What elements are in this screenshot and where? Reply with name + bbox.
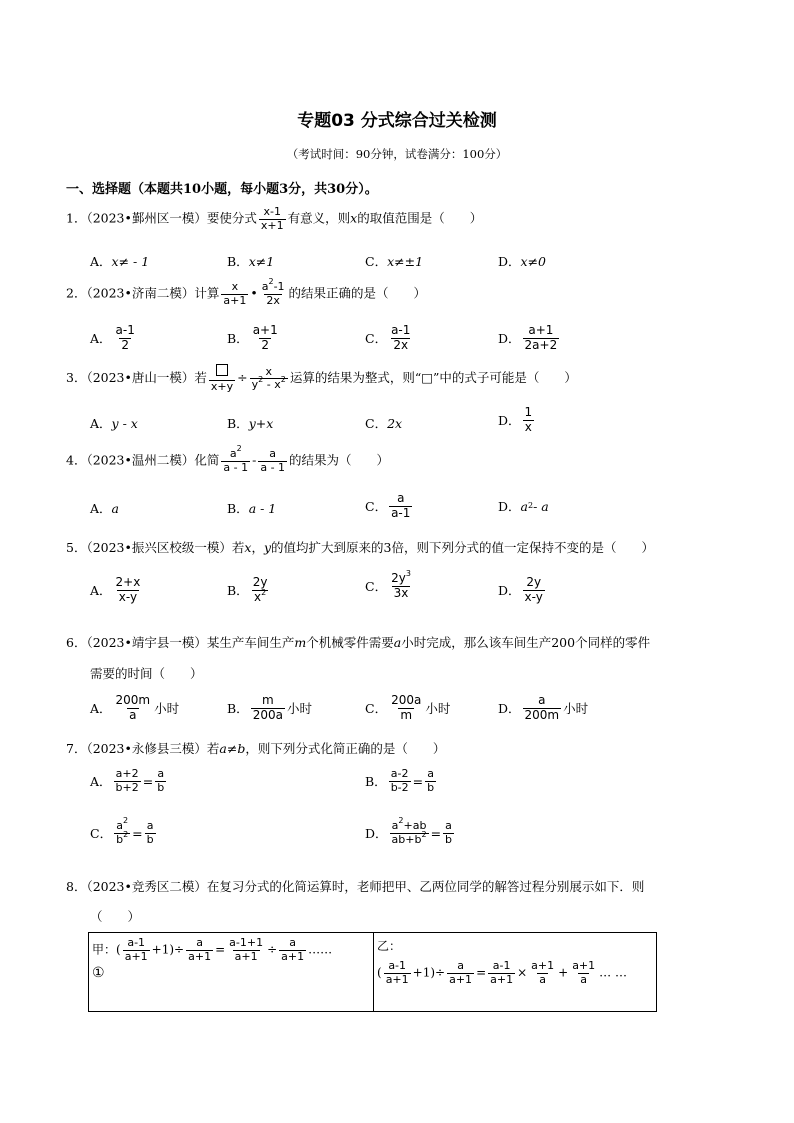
question-8: 8．（2023•竞秀区二模）在复习分式的化简运算时，老师把甲、乙两位同学的解答过程分别展示如下．则 [66,879,645,894]
fraction: $\frac{a^2}{a - 1}$ [223,444,249,474]
question-8-line2: （ ） [90,909,141,924]
option-d[interactable]: D． $\frac{a^2+ab}{ab+b^2}$ = $\frac{a}{b}$ [365,816,453,846]
option-a[interactable]: A． $\frac{200m}{a}$ 小时 [90,693,180,722]
option-b[interactable]: B． $\frac{a+1}{2}$ [227,323,278,352]
question-1: 1．（2023•鄞州区一模）要使分式 $\frac{x-1}{x+1}$ 有意义，则x的取值范围是（ ） [66,205,483,232]
option-d[interactable]: D． a 2 - a [498,498,549,514]
option-b[interactable]: B． $\frac{a-2}{b-2}$ = $\frac{a}{b}$ [365,767,435,794]
solution-table [88,932,657,1012]
option-a[interactable]: A． x≠ - 1 [90,253,150,269]
option-d[interactable]: D． $\frac{a}{200m}$ 小时 [498,693,589,722]
fraction: x+y [209,364,235,393]
option-b[interactable]: B． a - 1 [227,500,277,516]
option-a[interactable]: A． y - x [90,415,138,431]
fraction: $\frac{a}{a - 1}$ [260,447,286,474]
option-d[interactable]: D． $\frac{2y}{x-y}$ [498,575,543,604]
option-a[interactable]: A． a [90,500,119,516]
option-c[interactable]: C． 2x [365,415,403,431]
blank-box-icon [216,364,228,376]
option-c[interactable]: C． x≠±1 [365,253,424,269]
option-b[interactable]: B． $\frac{m}{200a}$ 小时 [227,693,312,722]
fraction: $\frac{x}{a+1}$ [223,280,247,307]
option-a[interactable]: A． $\frac{a-1}{2}$ [90,323,135,352]
option-b[interactable]: B． y+x [227,415,274,431]
question-3: 3．（2023•唐山一模）若 x+y ÷ $\frac{x}{y^2 - x^2}$ 运算的结果为整式，则“□”中的式子可能是（ ） [66,364,577,393]
fraction: $\frac{a^2-1}{2x}$ [261,277,285,307]
exam-info: （考试时间：90分钟，试卷满分：100分） [286,147,508,161]
fraction: $\frac{x-1}{x+1}$ [260,205,284,232]
page-title: 专题03 分式综合过关检测 [297,111,497,131]
fraction: $\frac{x}{y^2 - x^2}$ [251,364,286,392]
question-7: 7．（2023•永修县三模）若a≠b，则下列分式化简正确的是（ ） [66,741,446,756]
option-a[interactable]: A． $\frac{2+x}{x-y}$ [90,575,141,604]
option-c[interactable]: C． $\frac{a-1}{2x}$ [365,323,411,352]
option-b[interactable]: B． $\frac{2y}{x^2}$ [227,575,268,604]
solution-jia: 甲：( $\frac{a-1}{a+1}$ +1)÷ $\frac{a}{a+1}$ = $\frac{a-1+1}{a+1}$ ÷ $\frac{a}{a+1}$ …… ① [89,933,374,1012]
step-marker: ① [92,965,105,982]
option-d[interactable]: D． x≠0 [498,253,547,269]
option-a[interactable]: A． $\frac{a+2}{b+2}$ = $\frac{a}{b}$ [90,767,165,794]
option-c[interactable]: C． $\frac{2y^3}{3x}$ [365,569,411,600]
option-c[interactable]: C． $\frac{a}{a-1}$ [365,491,411,520]
option-b[interactable]: B． x≠1 [227,253,275,269]
question-6: 6．（2023•靖宇县一模）某生产车间生产m个机械零件需要a小时完成，那么该车间生产200个同样的零件 [66,635,651,650]
question-6-line2: 需要的时间（ ） [90,666,203,681]
option-d[interactable]: D． $\frac{a+1}{2a+2}$ [498,323,558,352]
option-c[interactable]: C． $\frac{200a}{m}$ 小时 [365,693,451,722]
question-4: 4．（2023•温州二模）化简 $\frac{a^2}{a - 1}$ - $\frac{a}{a - 1}$ 的结果为（ ） [66,444,390,474]
section-heading: 一、选择题（本题共10小题，每小题3分，共30分）。 [66,182,378,197]
option-c[interactable]: C． $\frac{a^2}{b^2}$ = $\frac{a}{b}$ [90,816,154,846]
question-5: 5．（2023•振兴区校级一模）若x，y的值均扩大到原来的3倍，则下列分式的值一定保持不变的是（ ） [66,540,654,555]
question-2: 2．（2023•济南二模）计算 $\frac{x}{a+1}$ • $\frac{a^2-1}{2x}$ 的结果正确的是（ ） [66,277,427,307]
solution-yi: 乙： ( $\frac{a-1}{a+1}$ +1)÷ $\frac{a}{a+1}$ = $\frac{a-1}{a+1}$ × $\frac{a+1}{a}$ + $\frac{a+1}{a}$ … … [374,933,657,1012]
option-d[interactable]: D． $\frac{1}{x}$ [498,405,533,434]
